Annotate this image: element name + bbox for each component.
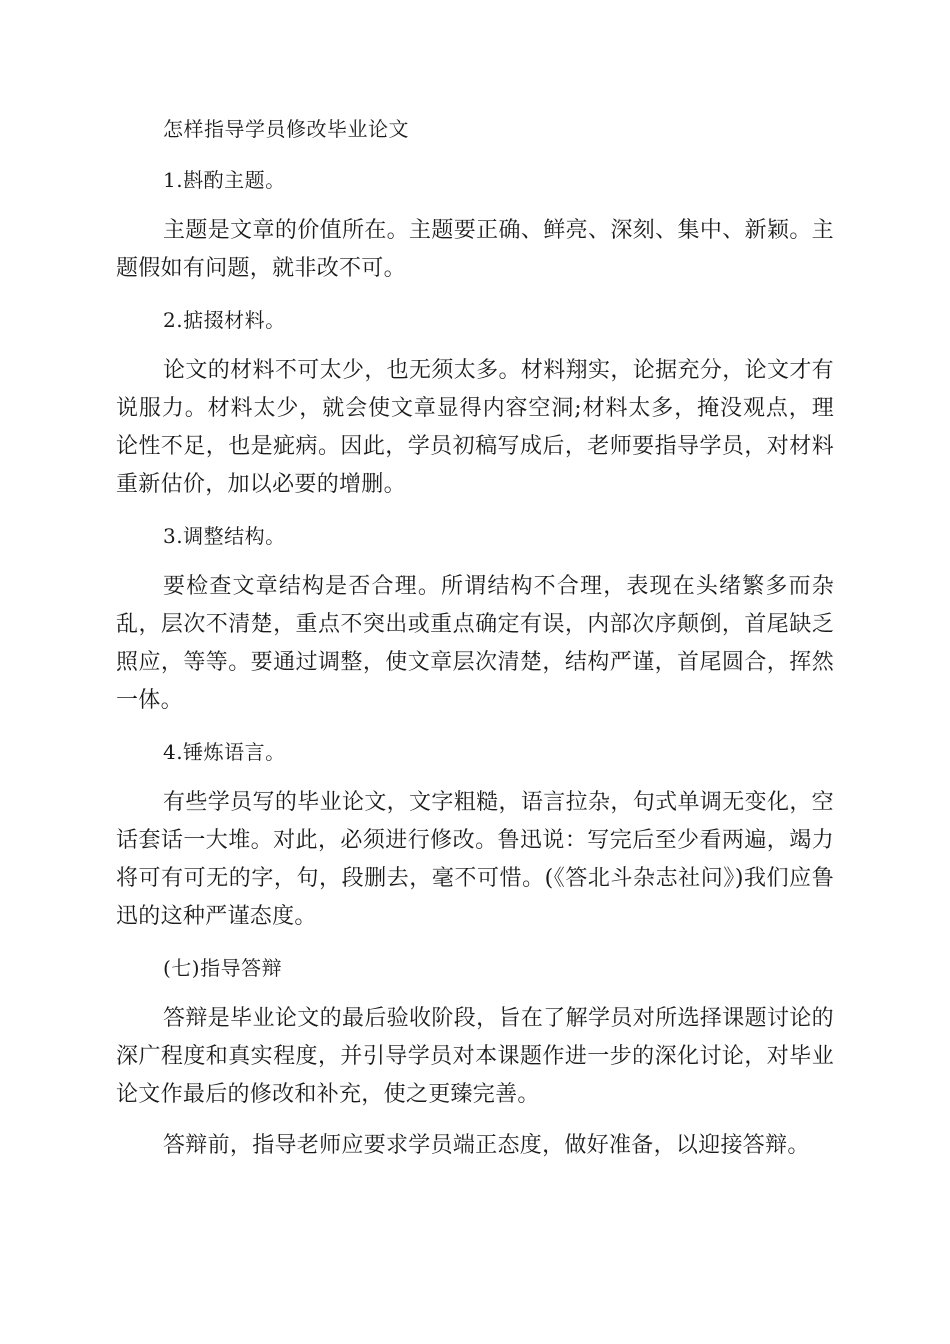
section-heading-defense: (七)指导答辩 [163, 956, 283, 980]
document-page [116, 110, 834, 1178]
section-heading-3: 3.调整结构。 [163, 524, 286, 548]
paragraph-language: 有些学员写的毕业论文，文字粗糙，语言拉杂，句式单调无变化，空话套话一大堆。对此，必须进行修改。鲁迅说：写完后至少看两遍，竭力将可有可无的字，句，段删去，毫不可惜。(《答北斗杂志社问》)我们应鲁迅的这种严谨态度。 [116, 790, 834, 929]
paragraph-structure: 要检查文章结构是否合理。所谓结构不合理，表现在头绪繁多而杂乱，层次不清楚，重点不突出或重点确定有误，内部次序颠倒，首尾缺乏照应，等等。要通过调整，使文章层次清楚，结构严谨，首尾圆合，挥然一体。 [116, 574, 834, 713]
section-heading-2: 2.掂掇材料。 [163, 308, 286, 332]
paragraph-theme: 主题是文章的价值所在。主题要正确、鲜亮、深刻、集中、新颖。主题假如有问题，就非改不可。 [116, 218, 834, 281]
section-heading-1: 1.斟酌主题。 [163, 168, 286, 192]
paragraph-defense: 答辩是毕业论文的最后验收阶段，旨在了解学员对所选择课题讨论的深广程度和真实程度，并引导学员对本课题作进一步的深化讨论，对毕业论文作最后的修改和补充，使之更臻完善。 [116, 1006, 834, 1107]
document-title: 怎样指导学员修改毕业论文 [163, 117, 409, 141]
paragraph-materials: 论文的材料不可太少，也无须太多。材料翔实，论据充分，论文才有说服力。材料太少，就会使文章显得内容空洞;材料太多，掩没观点，理论性不足，也是疵病。因此，学员初稿写成后，老师要指导学员，对材料重新估价，加以必要的增删。 [116, 358, 834, 497]
paragraph-defense-prep: 答辩前，指导老师应要求学员端正态度，做好准备，以迎接答辩。 [163, 1133, 810, 1158]
section-heading-4: 4.锤炼语言。 [163, 740, 286, 764]
